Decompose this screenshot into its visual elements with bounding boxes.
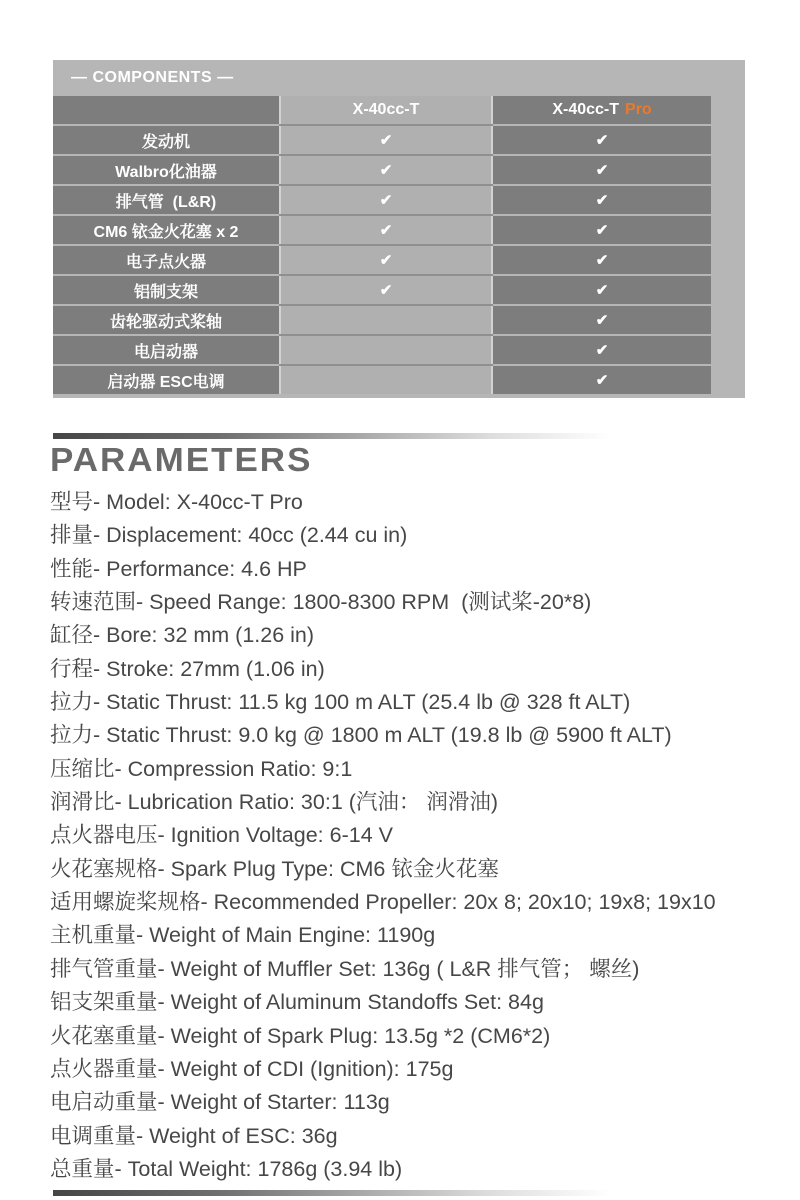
spec-line: 润滑比- Lubrication Ratio: 30:1 (汽油： 润滑油) <box>50 790 499 815</box>
pro-check-cell <box>493 366 711 394</box>
component-label: 电启动器 <box>133 343 198 361</box>
pro-check-cell <box>493 336 711 364</box>
check-icon: ✔ <box>595 252 609 269</box>
component-label-cell <box>53 246 279 274</box>
check-icon: ✔ <box>595 342 609 359</box>
table-row <box>53 246 711 274</box>
pro-check-cell <box>493 306 711 334</box>
component-label: CM6 铱金火花塞 x 2 <box>93 223 239 241</box>
component-label-cell <box>53 126 279 154</box>
spec-line: 电调重量- Weight of ESC: 36g <box>50 1123 338 1148</box>
check-icon: ✔ <box>379 162 393 179</box>
table-row <box>53 186 711 214</box>
component-label-cell <box>53 366 279 394</box>
std-check-cell <box>279 306 493 334</box>
spec-line: 适用螺旋桨规格- Recommended Propeller: 20x 8; 20x10; 19x8; 19x10 <box>50 890 716 915</box>
spec-line: 压缩比- Compression Ratio: 9:1 <box>50 756 353 781</box>
header-std-cell <box>279 96 493 124</box>
spec-line: 主机重量- Weight of Main Engine: 1190g <box>50 923 436 948</box>
component-label: 排气管 (L&R) <box>115 193 217 211</box>
std-check-cell <box>279 366 493 394</box>
component-label: 启动器 ESC电调 <box>107 373 225 391</box>
check-icon: ✔ <box>595 162 609 179</box>
std-check-cell <box>279 246 493 274</box>
check-icon: ✔ <box>595 132 609 149</box>
check-icon: ✔ <box>379 132 393 149</box>
std-check-cell <box>279 216 493 244</box>
table-row <box>53 366 711 394</box>
table-row <box>53 276 711 304</box>
std-check-cell <box>279 186 493 214</box>
check-icon: ✔ <box>595 192 609 209</box>
spec-line: 火花塞重量- Weight of Spark Plug: 13.5g *2 (CM6*2) <box>50 1023 551 1048</box>
std-check-cell <box>279 336 493 364</box>
std-check-cell <box>279 126 493 154</box>
header-label-cell <box>53 96 279 124</box>
component-label-cell <box>53 156 279 184</box>
std-check-cell <box>279 276 493 304</box>
pro-check-cell <box>493 216 711 244</box>
component-label: 电子点火器 <box>125 253 206 271</box>
spec-line: 排量- Displacement: 40cc (2.44 cu in) <box>50 523 408 548</box>
pro-check-cell <box>493 126 711 154</box>
check-icon: ✔ <box>595 282 609 299</box>
spec-line: 总重量- Total Weight: 1786g (3.94 lb) <box>50 1156 403 1181</box>
spec-line: 点火器电压- Ignition Voltage: 6-14 V <box>50 823 393 848</box>
pro-badge: Pro <box>625 101 652 118</box>
check-icon: ✔ <box>379 252 393 269</box>
spec-line: 缸径- Bore: 32 mm (1.26 in) <box>50 623 315 648</box>
check-icon: ✔ <box>595 372 609 389</box>
spec-line: 拉力- Static Thrust: 11.5 kg 100 m ALT (25.4 lb @ 328 ft ALT) <box>50 690 631 715</box>
check-icon: ✔ <box>379 282 393 299</box>
std-check-cell <box>279 156 493 184</box>
table-header-row <box>53 96 711 124</box>
spec-line: 拉力- Static Thrust: 9.0 kg @ 1800 m ALT (19.8 lb @ 5900 ft ALT) <box>50 723 672 748</box>
pro-check-cell <box>493 186 711 214</box>
check-icon: ✔ <box>379 222 393 239</box>
spec-line: 点火器重量- Weight of CDI (Ignition): 175g <box>50 1056 454 1081</box>
column-title-std: X-40cc-T <box>352 101 420 118</box>
component-label-cell <box>53 306 279 334</box>
components-titlebar <box>53 60 745 96</box>
parameters-heading: PARAMETERS <box>50 442 313 479</box>
component-label: 铝制支架 <box>133 283 198 301</box>
check-icon: ✔ <box>379 192 393 209</box>
pro-check-cell <box>493 156 711 184</box>
component-label-cell <box>53 186 279 214</box>
components-panel <box>53 60 745 398</box>
table-row <box>53 336 711 364</box>
components-table <box>53 96 711 394</box>
header-pro-cell <box>493 96 711 124</box>
spec-line: 行程- Stroke: 27mm (1.06 in) <box>50 656 325 681</box>
pro-check-cell <box>493 246 711 274</box>
spec-line: 性能- Performance: 4.6 HP <box>50 556 307 581</box>
component-label: 齿轮驱动式桨轴 <box>109 313 222 331</box>
table-row <box>53 156 711 184</box>
spec-line: 排气管重量- Weight of Muffler Set: 136g ( L&R 排气管； 螺丝) <box>50 956 640 981</box>
spec-line: 火花塞规格- Spark Plug Type: CM6 铱金火花塞 <box>50 856 499 881</box>
check-icon: ✔ <box>595 312 609 329</box>
component-label-cell <box>53 336 279 364</box>
components-title: — COMPONENTS — <box>71 69 234 86</box>
section-divider-top <box>53 433 610 439</box>
component-label-cell <box>53 216 279 244</box>
table-row <box>53 126 711 154</box>
parameters-list <box>50 486 790 1186</box>
spec-line: 铝支架重量- Weight of Aluminum Standoffs Set: 84g <box>50 990 544 1015</box>
component-label: Walbro化油器 <box>115 163 217 181</box>
component-label-cell <box>53 276 279 304</box>
table-row <box>53 306 711 334</box>
pro-check-cell <box>493 276 711 304</box>
spec-line: 电启动重量- Weight of Starter: 113g <box>50 1090 390 1115</box>
spec-line: 型号- Model: X-40cc-T Pro <box>50 490 303 514</box>
component-label: 发动机 <box>141 133 190 151</box>
spec-line: 转速范围- Speed Range: 1800-8300 RPM (测试桨-20*8) <box>50 590 592 615</box>
column-title-pro: X-40cc-T <box>552 101 620 118</box>
check-icon: ✔ <box>595 222 609 239</box>
section-divider-bottom <box>53 1190 610 1196</box>
table-row <box>53 216 711 244</box>
